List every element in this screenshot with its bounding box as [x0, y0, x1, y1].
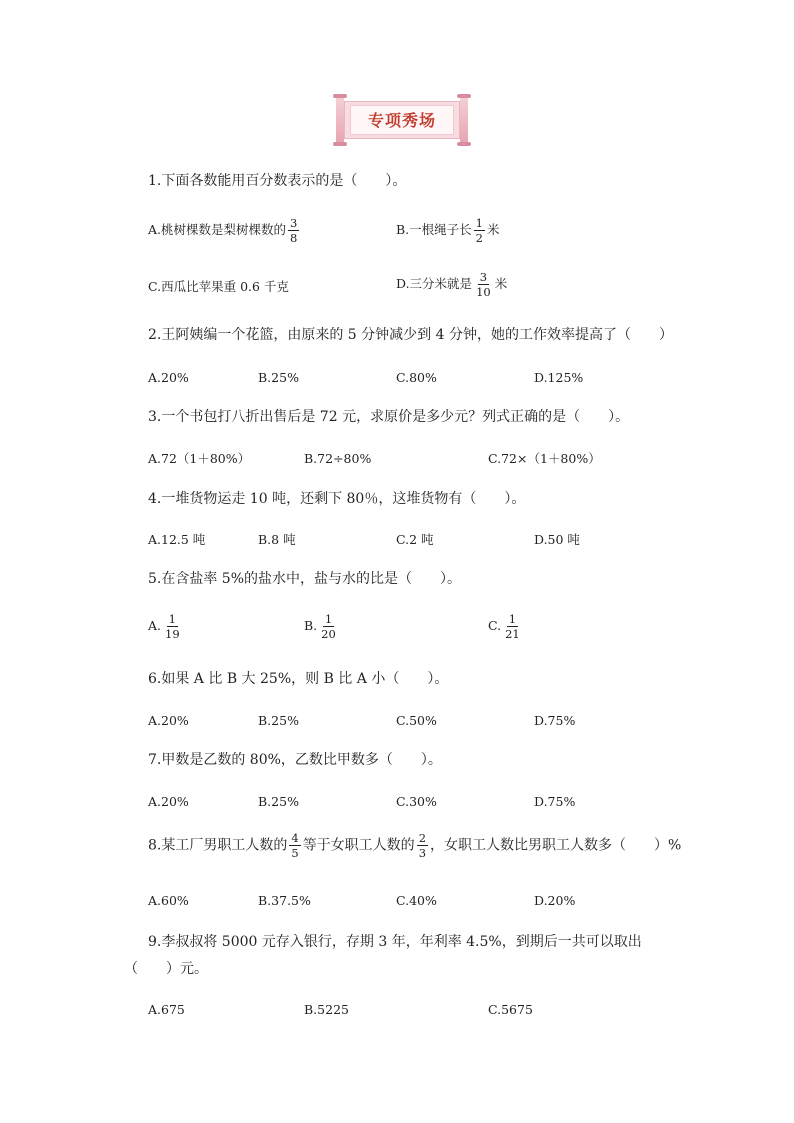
q6-option-a: A.20%: [148, 713, 189, 728]
q6-option-d: D.75%: [534, 713, 576, 728]
question-1-stem: 1.下面各数能用百分数表示的是（ ）。: [148, 173, 407, 189]
q3-option-b: B.72÷80%: [304, 451, 372, 466]
q7-option-d: D.75%: [534, 794, 576, 809]
q2-option-b: B.25%: [258, 370, 299, 385]
question-8-stem: 8.某工厂男职工人数的 $\frac{4}{5}$ 等于女职工人数的 $\frac{2}{3}$ ，女职工人数比男职工人数多（ ）%: [148, 831, 682, 860]
q4-option-a: A.12.5 吨: [148, 532, 206, 547]
q1-option-b: B.一根绳子长 $\frac{1}{2}$ 米: [396, 216, 500, 245]
question-4-stem: 4.一堆货物运走 10 吨，还剩下 80％，这堆货物有（ ）。: [148, 491, 526, 507]
question-6-stem: 6.如果 A 比 B 大 25%，则 B 比 A 小（ ）。: [148, 671, 449, 687]
q8-option-a: A.60%: [148, 893, 189, 908]
q5-option-a: A. $\frac{1}{19}$: [148, 612, 180, 641]
question-5-stem: 5.在含盐率 5%的盐水中，盐与水的比是（ ）。: [148, 571, 462, 587]
q7-option-a: A.20%: [148, 794, 189, 809]
q9-option-b: B.5225: [304, 1002, 349, 1017]
q9-option-c: C.5675: [488, 1002, 533, 1017]
fraction: $\frac{1}{19}$: [165, 612, 180, 641]
q3-option-c: C.72×（1＋80%）: [488, 451, 601, 466]
fraction: $\frac{2}{3}$: [418, 831, 427, 860]
fraction: $\frac{1}{20}$: [321, 612, 336, 641]
q2-option-d: D.125%: [534, 370, 584, 385]
banner-title: 专项秀场: [367, 111, 436, 130]
fraction: $\frac{3}{10}$: [476, 270, 491, 299]
q8-option-b: B.37.5%: [258, 893, 311, 908]
fraction: $\frac{1}{2}$: [475, 216, 483, 245]
question-2-stem: 2.王阿姨编一个花篮，由原来的 5 分钟减少到 4 分钟，她的工作效率提高了（ ）: [148, 327, 673, 343]
q1-option-d: D.三分米就是 $\frac{3}{10}$ 米: [396, 270, 508, 299]
q7-option-b: B.25%: [258, 794, 299, 809]
section-banner: [336, 96, 468, 144]
q1-option-a: A.桃树棵数是梨树棵数的 $\frac{3}{8}$: [148, 216, 298, 245]
q8-option-c: C.40%: [396, 893, 437, 908]
q7-option-c: C.30%: [396, 794, 437, 809]
q4-option-d: D.50 吨: [534, 532, 580, 547]
q9-option-a: A.675: [148, 1002, 185, 1017]
q6-option-b: B.25%: [258, 713, 299, 728]
q2-option-a: A.20%: [148, 370, 189, 385]
question-3-stem: 3.一个书包打八折出售后是 72 元，求原价是多少元？列式正确的是（ ）。: [148, 409, 630, 425]
question-7-stem: 7.甲数是乙数的 80%，乙数比甲数多（ ）。: [148, 752, 442, 768]
question-9-stem-line1: 9.李叔叔将 5000 元存入银行，存期 3 年，年利率 4.5%，到期后一共可以取出: [148, 934, 642, 950]
q5-option-b: B. $\frac{1}{20}$: [304, 612, 336, 641]
q1-option-c: C.西瓜比苹果重 0.6 千克: [148, 279, 289, 294]
fraction: $\frac{3}{8}$: [290, 216, 298, 245]
q4-option-c: C.2 吨: [396, 532, 434, 547]
q3-option-a: A.72（1＋80%）: [148, 451, 251, 466]
fraction: $\frac{4}{5}$: [291, 831, 299, 860]
q4-option-b: B.8 吨: [258, 532, 296, 547]
q8-option-d: D.20%: [534, 893, 576, 908]
question-9-stem-line2: （ ）元。: [124, 961, 208, 977]
q6-option-c: C.50%: [396, 713, 437, 728]
fraction: $\frac{1}{21}$: [505, 612, 520, 641]
q5-option-c: C. $\frac{1}{21}$: [488, 612, 520, 641]
q2-option-c: C.80%: [396, 370, 437, 385]
